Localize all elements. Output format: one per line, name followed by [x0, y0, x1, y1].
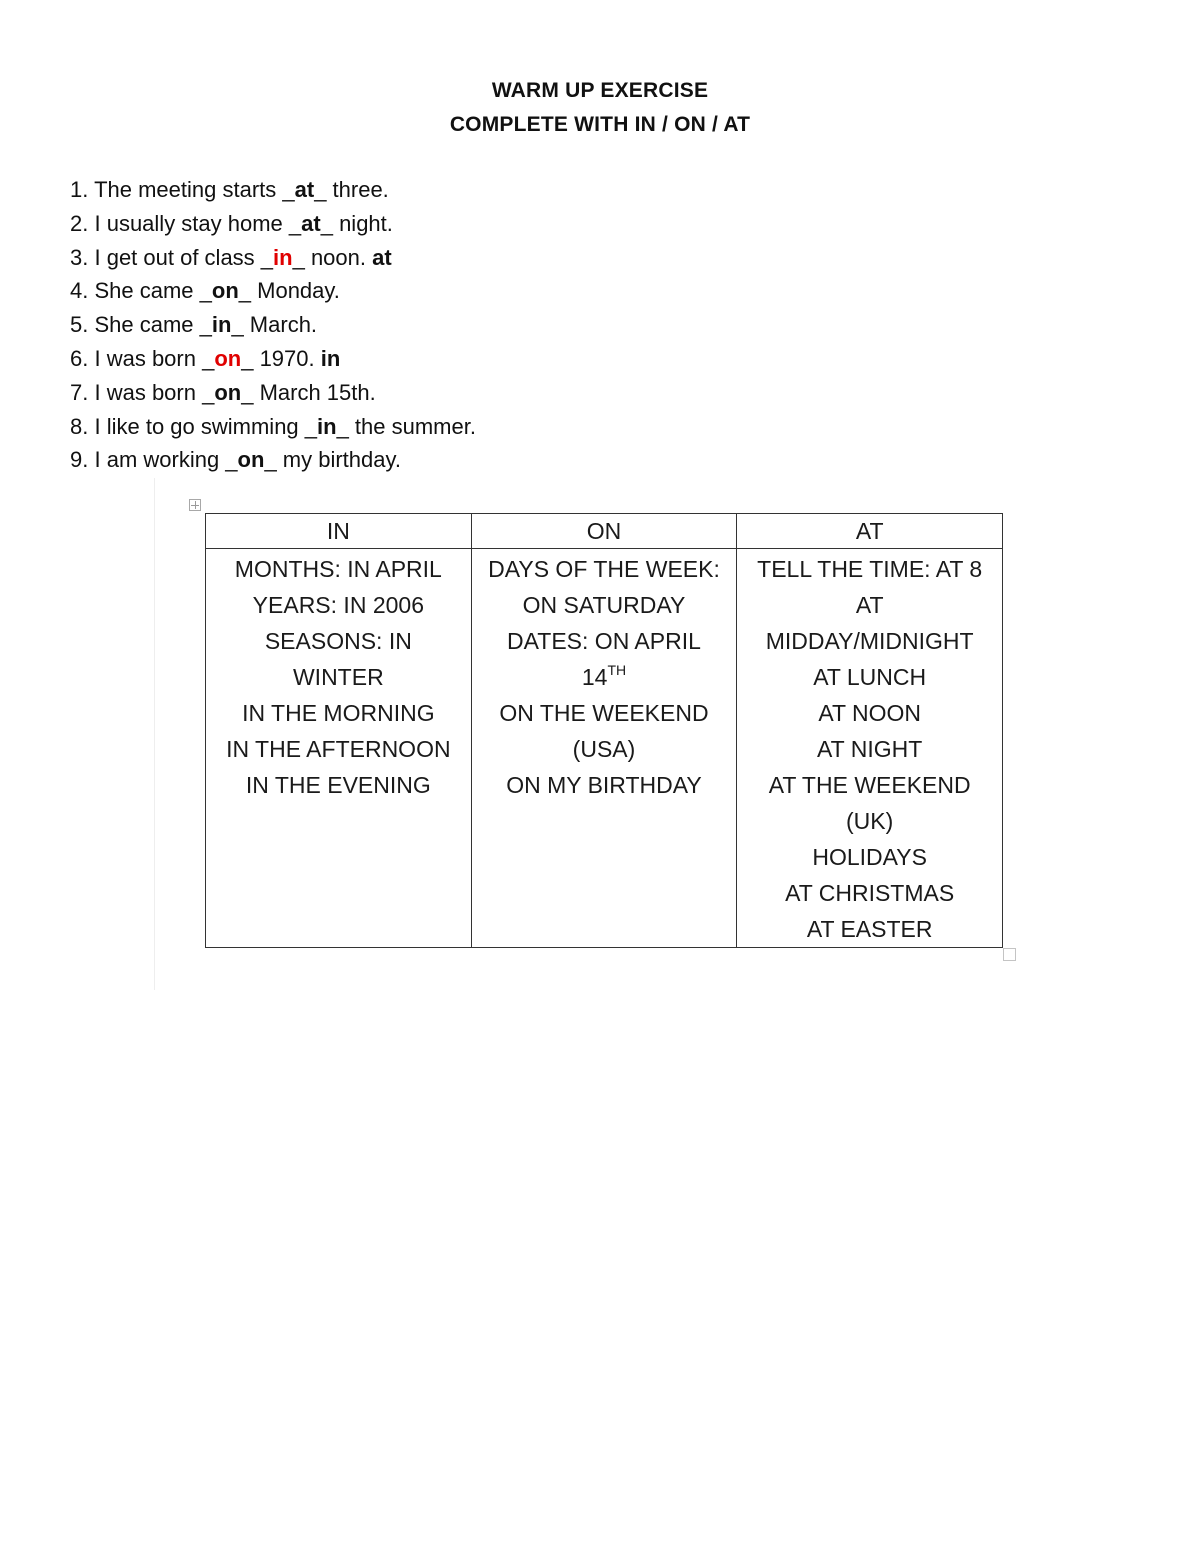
table-resize-handle-icon[interactable]: [1003, 948, 1016, 961]
list-item: IN THE MORNING: [242, 700, 435, 726]
list-item: AT: [855, 592, 884, 618]
exercise-answer: in: [211, 312, 232, 338]
exercise-item: [70, 207, 476, 241]
list-item: IN THE AFTERNOON: [226, 736, 451, 762]
list-item: (USA): [572, 736, 636, 762]
exercise-number: 7.: [70, 379, 89, 405]
exercise-text-before: The meeting starts _: [94, 177, 295, 202]
page-subtitle: COMPLETE WITH IN / ON / AT: [449, 113, 751, 136]
exercise-item: [70, 241, 476, 275]
exercise-text-after: _ March 15th.: [241, 379, 376, 405]
header-at: AT: [737, 514, 1003, 549]
ordinal-suffix: TH: [607, 662, 627, 678]
header: [0, 74, 1200, 142]
exercise-item: [70, 342, 476, 376]
exercise-text-before: She came _: [94, 278, 212, 304]
column-at: [737, 549, 1003, 948]
list-item: MONTHS: IN APRIL: [234, 556, 442, 582]
exercise-number: 5.: [70, 312, 89, 338]
list-item: HOLIDAYS: [812, 844, 927, 870]
list-item: TELL THE TIME: AT 8: [757, 556, 983, 582]
list-item: MIDDAY/MIDNIGHT: [765, 628, 974, 654]
header-in: IN: [206, 514, 472, 549]
list-item: IN THE EVENING: [245, 772, 431, 798]
exercise-text-before: I like to go swimming _: [94, 413, 318, 439]
date-number: 14: [581, 664, 608, 690]
table-row: [206, 549, 1003, 948]
exercise-number: 6.: [70, 345, 89, 371]
exercise-answer: in: [273, 244, 293, 270]
exercise-item: [70, 410, 476, 444]
exercise-correction: in: [320, 345, 341, 371]
exercise-text-after: _ the summer.: [336, 413, 476, 439]
list-item: AT THE WEEKEND: [768, 772, 971, 798]
exercise-text-after: _ Monday.: [238, 278, 340, 304]
list-item: [476, 659, 733, 695]
exercise-number: 1.: [70, 177, 89, 202]
list-item: ON MY BIRTHDAY: [506, 772, 702, 798]
exercise-text-after: _ night.: [320, 210, 393, 236]
column-on: [471, 549, 737, 948]
exercise-answer: on: [214, 379, 242, 405]
header-on: ON: [471, 514, 737, 549]
table-header-row: [206, 514, 1003, 549]
list-item: SEASONS: IN: [264, 628, 412, 654]
exercise-text-before: She came _: [94, 312, 212, 338]
exercise-text-before: I get out of class _: [94, 244, 274, 270]
exercise-correction: at: [372, 244, 392, 270]
exercise-answer: in: [317, 413, 337, 439]
exercise-item: [70, 308, 476, 342]
list-item: DAYS OF THE WEEK:: [488, 556, 720, 582]
exercise-text-before: I was born _: [94, 345, 215, 371]
list-item: WINTER: [292, 664, 384, 690]
exercise-item: [70, 274, 476, 308]
exercise-text-after: _ 1970.: [241, 345, 315, 371]
list-item: DATES: ON APRIL: [507, 628, 701, 654]
column-in: [206, 549, 472, 948]
exercise-text-before: I usually stay home _: [94, 210, 302, 236]
exercise-number: 4.: [70, 278, 89, 304]
exercise-number: 9.: [70, 447, 89, 473]
exercise-answer: on: [237, 447, 265, 473]
exercise-item: [70, 376, 476, 410]
exercise-item: [70, 443, 476, 477]
exercise-answer: at: [301, 210, 321, 236]
exercise-text-before: I was born _: [94, 379, 215, 405]
exercise-answer: on: [214, 345, 242, 371]
list-item: AT CHRISTMAS: [785, 880, 955, 906]
exercise-text-before: I am working _: [94, 447, 238, 473]
exercise-item: [70, 173, 476, 207]
preposition-table: [205, 513, 1003, 948]
exercise-text-after: _ my birthday.: [264, 447, 401, 473]
list-item: YEARS: IN 2006: [252, 592, 424, 618]
exercise-answer: on: [211, 278, 239, 304]
exercise-answer: at: [294, 177, 315, 202]
list-item: AT NOON: [818, 700, 921, 726]
exercise-number: 3.: [70, 244, 89, 270]
list-item: ON SATURDAY: [522, 592, 686, 618]
exercise-number: 2.: [70, 210, 89, 236]
exercise-list: [70, 173, 476, 477]
exercise-text-after: _ noon.: [292, 244, 366, 270]
list-item: ON THE WEEKEND: [499, 700, 709, 726]
list-item: AT LUNCH: [813, 664, 927, 690]
table-move-handle-icon[interactable]: [189, 499, 201, 511]
exercise-number: 8.: [70, 413, 89, 439]
exercise-text-after: _ three.: [314, 177, 389, 202]
list-item: (UK): [846, 808, 894, 834]
page-margin-guide: [154, 478, 155, 990]
list-item: AT EASTER: [806, 916, 933, 942]
exercise-text-after: _ March.: [231, 312, 318, 338]
page-title: WARM UP EXERCISE: [491, 79, 709, 102]
list-item: AT NIGHT: [817, 736, 923, 762]
